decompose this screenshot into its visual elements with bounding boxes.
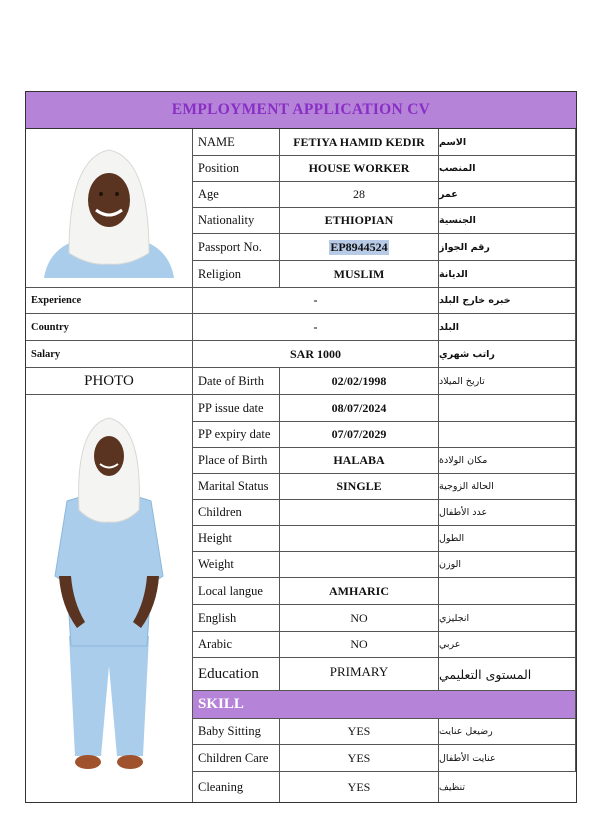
marital-label: Marital Status — [193, 474, 280, 500]
photo-label: PHOTO — [26, 368, 193, 395]
arabic-value: NO — [280, 632, 439, 658]
position-label: Position — [193, 156, 280, 182]
age-arabic: عمر — [439, 182, 576, 208]
children-value — [280, 500, 439, 526]
skill-cleaning-label: Cleaning — [193, 772, 280, 802]
name-label: NAME — [193, 129, 280, 156]
nationality-arabic: الجنسية — [439, 208, 576, 234]
salary-value: SAR 1000 — [193, 341, 439, 368]
weight-arabic: الوزن — [439, 552, 576, 578]
english-arabic: انجليزي — [439, 605, 576, 632]
passport-value-cell — [280, 234, 439, 261]
age-value: 28 — [280, 182, 439, 208]
age-label: Age — [193, 182, 280, 208]
height-label: Height — [193, 526, 280, 552]
language-label: Local langue — [193, 578, 280, 605]
name-value: FETIYA HAMID KEDIR — [280, 129, 439, 156]
religion-label: Religion — [193, 261, 280, 288]
headshot-photo-cell — [26, 129, 193, 288]
pob-value: HALABA — [280, 448, 439, 474]
cv-document — [25, 91, 577, 803]
skill-header: SKILL — [193, 691, 576, 719]
salary-label: Salary — [26, 341, 193, 368]
passport-label: Passport No. — [193, 234, 280, 261]
religion-arabic: الديانة — [439, 261, 576, 288]
religion-value: MUSLIM — [280, 261, 439, 288]
experience-label: Experience — [26, 288, 193, 314]
experience-arabic: خبره خارج البلد — [439, 288, 576, 314]
country-value: - — [193, 314, 439, 341]
pp-expiry-label: PP expiry date — [193, 422, 280, 448]
weight-value — [280, 552, 439, 578]
children-label: Children — [193, 500, 280, 526]
education-arabic: المستوى التعليمي — [439, 658, 576, 691]
country-arabic: البلد — [439, 314, 576, 341]
pp-issue-arabic — [439, 395, 576, 422]
height-value — [280, 526, 439, 552]
arabic-arabic: عربي — [439, 632, 576, 658]
english-label: English — [193, 605, 280, 632]
children-arabic: عدد الأطفال — [439, 500, 576, 526]
dob-label: Date of Birth — [193, 368, 280, 395]
skill-baby-value: YES — [280, 719, 439, 745]
skill-baby-label: Baby Sitting — [193, 719, 280, 745]
height-arabic: الطول — [439, 526, 576, 552]
position-arabic: المنصب — [439, 156, 576, 182]
pob-arabic: مكان الولادة — [439, 448, 576, 474]
dob-value: 02/02/1998 — [280, 368, 439, 395]
skill-childcare-arabic: عنايت الأطفال — [439, 745, 576, 772]
arabic-label: Arabic — [193, 632, 280, 658]
position-value: HOUSE WORKER — [280, 156, 439, 182]
passport-arabic: رقم الجواز — [439, 234, 576, 261]
language-arabic — [439, 578, 576, 605]
full-body-photo-cell — [26, 395, 193, 802]
salary-arabic: راتب شهري — [439, 341, 576, 368]
education-value: PRIMARY — [280, 658, 439, 691]
skill-cleaning-arabic: تنظيف — [439, 781, 466, 793]
pp-issue-value: 08/07/2024 — [280, 395, 439, 422]
pp-issue-label: PP issue date — [193, 395, 280, 422]
country-label: Country — [26, 314, 193, 341]
dob-arabic: تاريخ الميلاد — [439, 368, 576, 395]
experience-value: - — [193, 288, 439, 314]
nationality-value: ETHIOPIAN — [280, 208, 439, 234]
nationality-label: Nationality — [193, 208, 280, 234]
marital-value: SINGLE — [280, 474, 439, 500]
skill-cleaning-value: YES — [280, 772, 439, 802]
weight-label: Weight — [193, 552, 280, 578]
cv-title: EMPLOYMENT APPLICATION CV — [26, 92, 576, 129]
skill-childcare-label: Children Care — [193, 745, 280, 772]
pp-expiry-arabic — [439, 422, 576, 448]
language-value: AMHARIC — [280, 578, 439, 605]
skill-childcare-value: YES — [280, 745, 439, 772]
headshot-photo — [39, 138, 179, 278]
english-value: NO — [280, 605, 439, 632]
pp-expiry-value: 07/07/2029 — [280, 422, 439, 448]
education-label: Education — [193, 658, 280, 691]
name-arabic: الاسم — [439, 129, 576, 156]
passport-value: EP8944524 — [330, 239, 388, 254]
pob-label: Place of Birth — [193, 448, 280, 474]
skill-baby-arabic: رضيعل عنايت — [439, 719, 576, 745]
full-body-photo — [39, 406, 179, 791]
marital-arabic: الحالة الزوجية — [439, 474, 576, 500]
